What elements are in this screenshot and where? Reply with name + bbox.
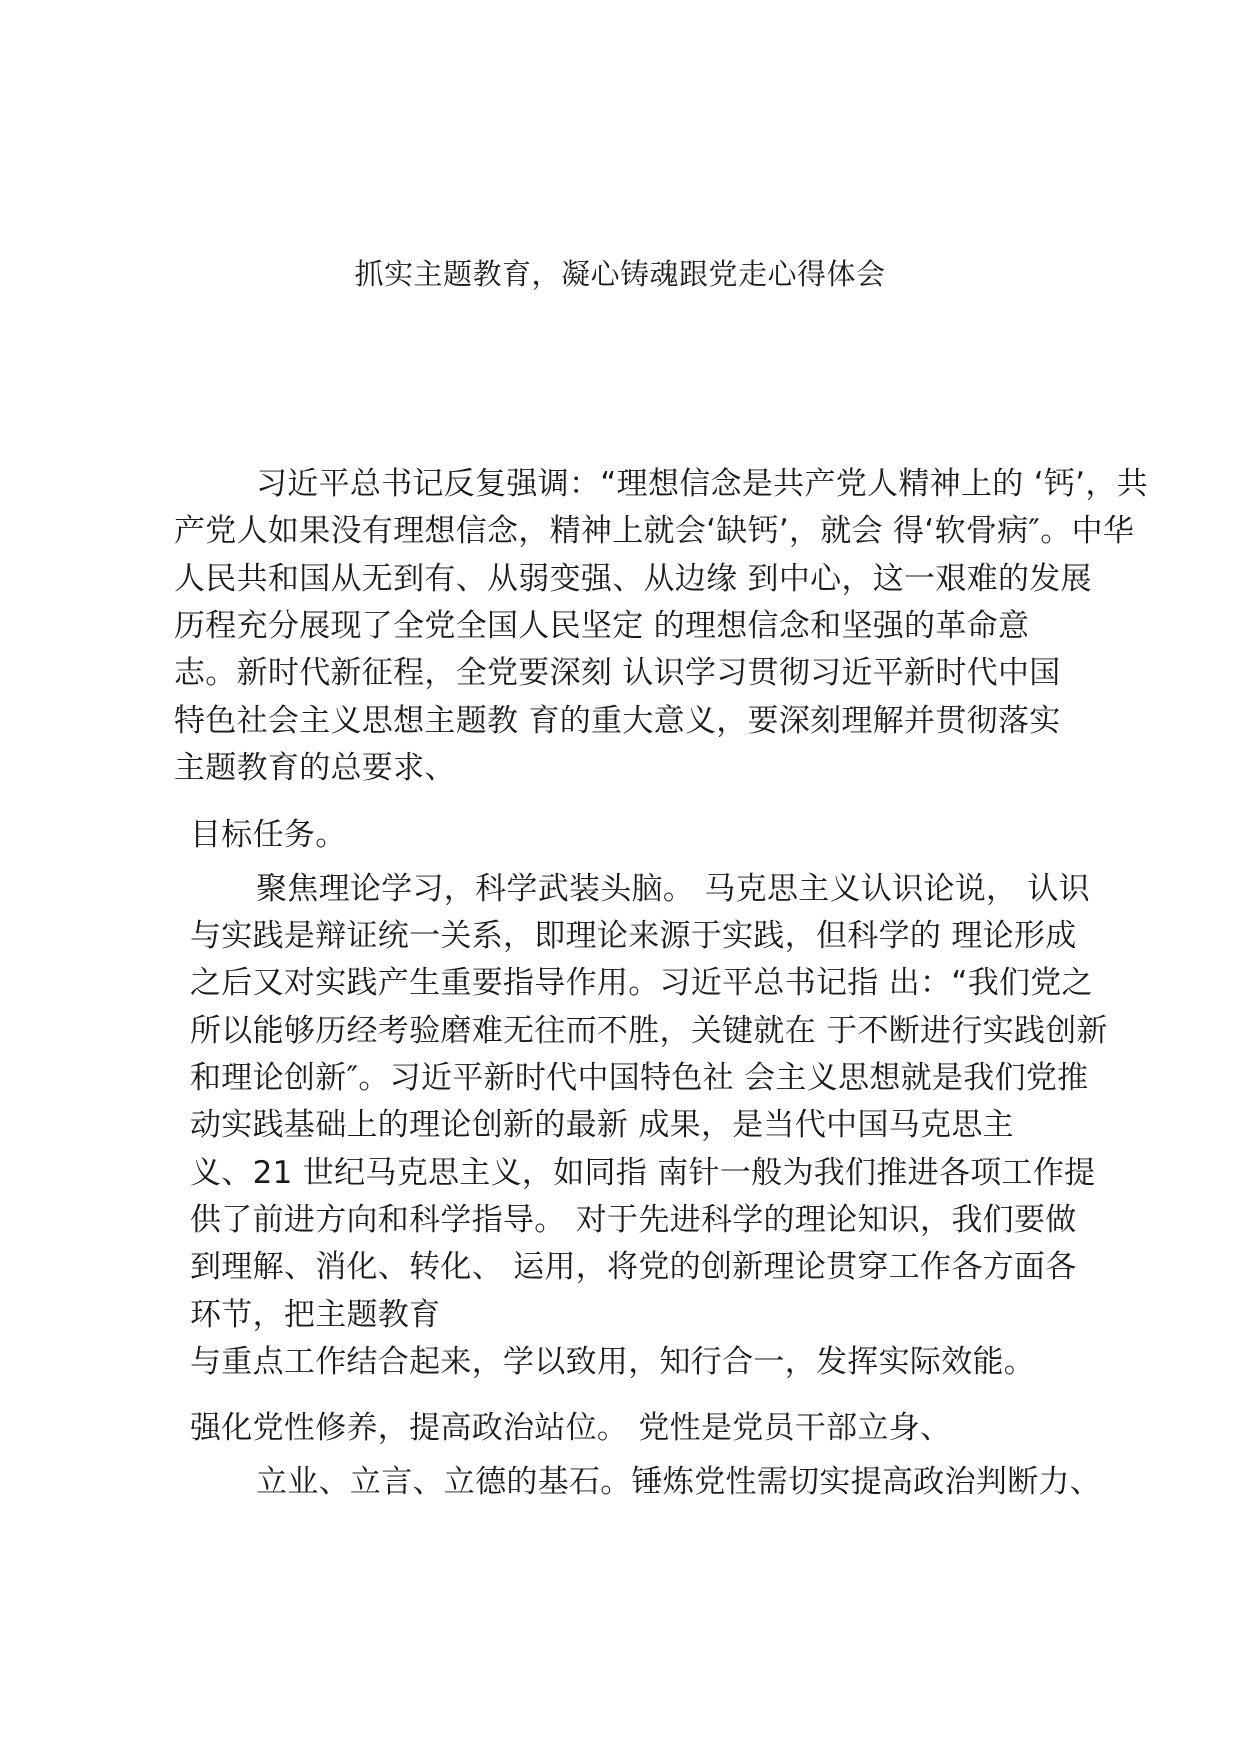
body-line: 聚焦理论学习，科学武装头脑。 马克思主义认识论说， 认识 <box>256 871 1091 907</box>
body-line: 之后又对实践产生重要指导作用。习近平总书记指 出：“我们党之 <box>190 965 1093 1001</box>
body-line: 习近平总书记反复强调：“理想信念是共产党人精神上的 ‘钙’，共 <box>256 466 1148 502</box>
body-line: 供了前进方向和科学指导。 对于先进科学的理论知识，我们要做 <box>190 1202 1077 1238</box>
body-line: 到理解、消化、转化、 运用，将党的创新理论贯穿工作各方面各 <box>190 1249 1077 1285</box>
body-line: 立业、立言、立德的基石。锤炼党性需切实提高政治判断力、 <box>256 1464 1102 1500</box>
body-line: 主题教育的总要求、 <box>174 750 456 786</box>
document-title: 抓实主题教育，凝心铸魂跟党走心得体会 <box>354 257 886 291</box>
body-line: 与重点工作结合起来，学以致用，知行合一，发挥实际效能。 <box>190 1344 1036 1380</box>
body-line: 环节，把主题教育 <box>190 1297 441 1333</box>
body-line: 人民共和国从无到有、从弱变强、从边缘 到中心，这一艰难的发展 <box>174 561 1092 597</box>
body-line: 所以能够历经考验磨难无往而不胜，关键就在 于不断进行实践创新 <box>190 1013 1108 1049</box>
body-line: 特色社会主义思想主题教 育的重大意义，要深刻理解并贯彻落实 <box>174 703 1061 739</box>
body-line: 志。新时代新征程，全党要深刻 认识学习贯彻习近平新时代中国 <box>174 655 1061 691</box>
body-line: 历程充分展现了全党全国人民坚定 的理想信念和坚强的革命意 <box>174 608 1030 644</box>
body-line: 产党人如果没有理想信念，精神上就会‘缺钙’，就会 得‘软骨病″。中华 <box>174 513 1135 549</box>
body-line: 义、21 世纪马克思主义，如同指 南针一般为我们推进各项工作提 <box>190 1155 1096 1191</box>
body-line: 动实践基础上的理论创新的最新 成果，是当代中国马克思主 <box>190 1107 1014 1143</box>
body-line: 和理论创新″。习近平新时代中国特色社 会主义思想就是我们党推 <box>190 1060 1089 1096</box>
body-line: 目标任务。 <box>190 817 347 853</box>
body-line: 强化党性修养，提高政治站位。 党性是党员干部立身、 <box>190 1410 952 1446</box>
body-line: 与实践是辩证统一关系，即理论来源于实践，但科学的 理论形成 <box>190 918 1077 954</box>
